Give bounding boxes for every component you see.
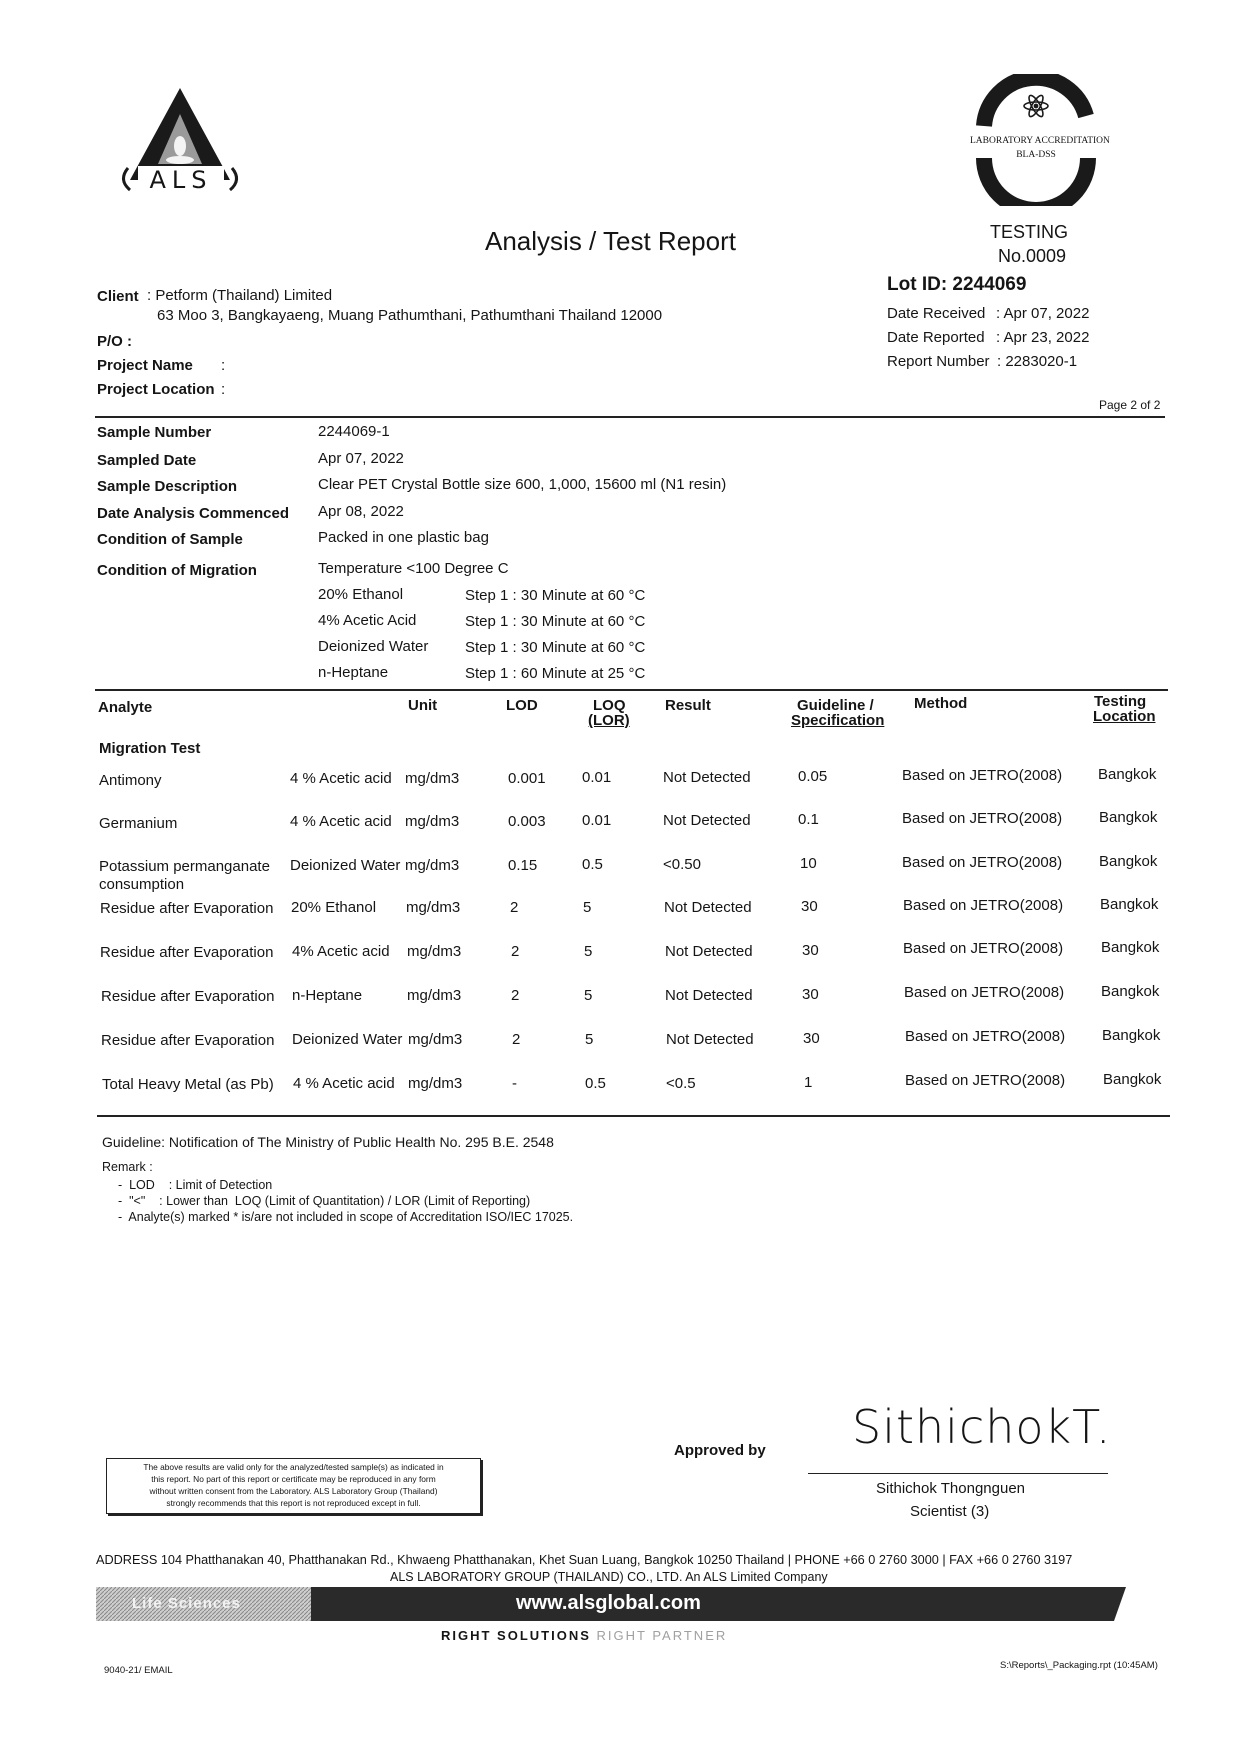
file-path: S:\Reports\_Packaging.rpt (10:45AM) [1000,1660,1158,1671]
migration-step: Step 1 : 30 Minute at 60 °C [465,639,646,656]
sample-description: Clear PET Crystal Bottle size 600, 1,000, 15600 ml (N1 resin) [318,476,727,493]
header-analyte: Analyte [98,699,153,716]
cell-location: Bangkok [1102,1027,1161,1044]
header-result: Result [665,697,711,714]
report-number: : 2283020-1 [997,353,1078,370]
cell-analyte: Antimony [99,772,162,789]
testing-label: TESTING [990,222,1069,242]
project-location-sep: : [221,381,226,398]
cell-unit: mg/dm3 [405,813,460,830]
cell-guideline: 0.1 [798,811,819,828]
header-testing: Testing [1094,693,1147,710]
testing-number: No.0009 [998,246,1067,266]
als-logo [118,84,248,196]
project-name-sep: : [221,357,226,374]
date-reported: : Apr 23, 2022 [996,329,1090,346]
cell-result: Not Detected [663,769,751,786]
cell-location: Bangkok [1099,853,1158,870]
approver-name: Sithichok Thongnguen [876,1480,1026,1497]
cell-loq: 0.01 [582,769,612,786]
cell-result: Not Detected [664,899,752,916]
cell-analyte: Potassium permanganate [99,858,270,875]
disclaimer-line: strongly recommends that this report is not reproduced except in full. [166,1498,421,1508]
header-lor: (LOR) [588,712,630,729]
cell-unit: mg/dm3 [405,770,460,787]
migration-step: Step 1 : 30 Minute at 60 °C [465,613,646,630]
page-number: Page 2 of 2 [1099,398,1161,412]
cell-guideline: 30 [803,1030,820,1047]
cell-result: Not Detected [663,812,751,829]
sampled-date-label: Sampled Date [97,452,197,469]
migration-simulant: Deionized Water [318,638,429,655]
date-received: : Apr 07, 2022 [996,305,1090,322]
migration-label: Condition of Migration [97,562,257,579]
header-lod: LOD [506,697,538,714]
cell-lod: 0.15 [508,857,538,874]
cell-simulant: 20% Ethanol [291,899,377,916]
remark-line: - LOD : Limit of Detection [118,1178,273,1192]
cell-loq: 0.01 [582,812,612,829]
cell-method: Based on JETRO(2008) [905,1072,1066,1089]
cell-guideline: 30 [802,942,819,959]
divider-table-top [95,689,1168,691]
logo-text: ALS [138,166,224,194]
cell-lod: 2 [512,1031,521,1048]
cell-location: Bangkok [1101,983,1160,1000]
cell-simulant: 4% Acetic acid [292,943,390,960]
cell-guideline: 10 [800,855,817,872]
cell-lod: - [512,1075,517,1092]
disclaimer-box [106,1458,481,1514]
cell-unit: mg/dm3 [407,943,462,960]
lot-id: Lot ID: 2244069 [887,274,1027,295]
banner-website[interactable]: www.alsglobal.com [516,1592,701,1614]
divider-table-bottom [97,1115,1170,1117]
header-specification: Specification [791,712,885,729]
cell-loq: 5 [583,899,592,916]
cell-method: Based on JETRO(2008) [902,767,1063,784]
cell-loq: 0.5 [582,856,603,873]
project-location-label: Project Location [97,381,215,398]
header-loq: LOQ [593,697,626,714]
cell-guideline: 30 [802,986,819,1003]
cell-location: Bangkok [1103,1071,1162,1088]
form-code: 9040-21/ EMAIL [104,1665,173,1676]
slogan-bold: RIGHT SOLUTIONS [441,1628,591,1643]
cell-guideline: 1 [804,1074,813,1091]
accreditation-seal [970,74,1110,206]
report-title: Analysis / Test Report [485,226,736,256]
cell-analyte: Residue after Evaporation [101,1032,275,1049]
header-unit: Unit [408,697,438,714]
cell-lod: 0.003 [508,813,546,830]
disclaimer-line: this report. No part of this report or certificate may be reproduced in any form [151,1474,436,1484]
analysis-commenced-label: Date Analysis Commenced [97,505,290,522]
remark-line: - "<" : Lower than LOQ (Limit of Quantitation) / LOR (Limit of Reporting) [118,1194,531,1208]
cell-analyte: Residue after Evaporation [100,900,274,917]
slogan-light: RIGHT PARTNER [596,1628,728,1643]
cell-simulant: n-Heptane [292,987,363,1004]
migration-simulant: n-Heptane [318,664,389,681]
slogan [441,1628,727,1643]
section-migration-test: Migration Test [99,740,201,757]
migration-simulant: 4% Acetic Acid [318,612,417,629]
footer-banner [96,1587,1126,1621]
cell-location: Bangkok [1099,809,1158,826]
cell-simulant: 4 % Acetic acid [290,770,392,787]
cell-simulant: 4 % Acetic acid [293,1075,395,1092]
cell-unit: mg/dm3 [406,899,461,916]
header-guideline: Guideline / [797,697,874,714]
cell-method: Based on JETRO(2008) [902,810,1063,827]
signature-line [808,1473,1108,1474]
report-number-label: Report Number [887,353,990,370]
cell-result: <0.5 [666,1075,696,1092]
client-label: Client [97,288,139,305]
sample-description-label: Sample Description [97,478,238,495]
cell-simulant: 4 % Acetic acid [290,813,392,830]
approver-title: Scientist (3) [910,1503,990,1520]
cell-result: Not Detected [665,943,753,960]
disclaimer-line: without written consent from the Laboratory. ALS Laboratory Group (Thailand) [149,1486,438,1496]
header-method: Method [914,695,968,712]
remark-line: - Analyte(s) marked * is/are not included in scope of Accreditation ISO/IEC 17025. [118,1210,574,1224]
cell-guideline: 0.05 [798,768,828,785]
po-label: P/O : [97,333,133,350]
cell-location: Bangkok [1100,896,1159,913]
migration-simulant: 20% Ethanol [318,586,404,603]
cell-simulant: Deionized Water [290,857,401,874]
cell-lod: 2 [511,943,520,960]
condition-value: Packed in one plastic bag [318,529,489,546]
sample-number: 2244069-1 [318,423,390,440]
cell-result: Not Detected [666,1031,754,1048]
cell-method: Based on JETRO(2008) [903,897,1064,914]
cell-method: Based on JETRO(2008) [905,1028,1066,1045]
cell-analyte-line2: consumption [99,876,185,893]
guideline-note: Guideline: Notification of The Ministry of Public Health No. 295 B.E. 2548 [102,1134,554,1150]
project-name-label: Project Name [97,357,193,374]
date-received-label: Date Received [887,305,986,322]
banner-life-sciences: Life Sciences [132,1595,241,1612]
divider-top [95,416,1165,418]
accreditation-text-2: BLA-DSS [1016,150,1056,160]
client-address: 63 Moo 3, Bangkayaeng, Muang Pathumthani, Pathumthani Thailand 12000 [157,307,663,324]
analysis-commenced: Apr 08, 2022 [318,503,404,520]
condition-label: Condition of Sample [97,531,243,548]
cell-unit: mg/dm3 [405,857,460,874]
accreditation-text-1: LABORATORY ACCREDITATION [970,136,1110,146]
cell-unit: mg/dm3 [408,1031,463,1048]
sampled-date: Apr 07, 2022 [318,450,404,467]
cell-analyte: Residue after Evaporation [100,944,274,961]
cell-location: Bangkok [1098,766,1157,783]
cell-lod: 2 [511,987,520,1004]
cell-method: Based on JETRO(2008) [904,984,1065,1001]
approved-by-label: Approved by [674,1442,766,1459]
cell-unit: mg/dm3 [407,987,462,1004]
cell-analyte: Residue after Evaporation [101,988,275,1005]
sample-number-label: Sample Number [97,424,212,441]
remark-label: Remark : [102,1160,153,1174]
signature: SithichokT. [852,1400,1112,1454]
cell-result: Not Detected [665,987,753,1004]
cell-loq: 5 [585,1031,594,1048]
cell-lod: 0.001 [508,770,546,787]
date-reported-label: Date Reported [887,329,985,346]
cell-loq: 5 [584,943,593,960]
cell-location: Bangkok [1101,939,1160,956]
disclaimer-line: The above results are valid only for the analyzed/tested sample(s) as indicated in [143,1462,444,1472]
cell-loq: 0.5 [585,1075,606,1092]
cell-method: Based on JETRO(2008) [903,940,1064,957]
cell-lod: 2 [510,899,519,916]
cell-guideline: 30 [801,898,818,915]
footer-address: ADDRESS 104 Phatthanakan 40, Phatthanakan Rd., Khwaeng Phatthanakan, Khet Suan Luang, Bangkok 10250 Thailand | PHONE +66 0 2760 3000 | FAX +66 0 2760 3197 [96,1553,1073,1567]
cell-result: <0.50 [663,856,701,873]
migration-step: Step 1 : 60 Minute at 25 °C [465,665,646,682]
header-location: Location [1093,708,1156,725]
cell-analyte: Germanium [99,815,178,832]
cell-simulant: Deionized Water [292,1031,403,1048]
cell-loq: 5 [584,987,593,1004]
cell-analyte: Total Heavy Metal (as Pb) [102,1076,274,1093]
footer-company: ALS LABORATORY GROUP (THAILAND) CO., LTD. An ALS Limited Company [390,1570,828,1584]
cell-method: Based on JETRO(2008) [902,854,1063,871]
client-name: : Petform (Thailand) Limited [147,287,333,304]
cell-unit: mg/dm3 [408,1075,463,1092]
migration-temperature: Temperature <100 Degree C [318,560,509,577]
migration-step: Step 1 : 30 Minute at 60 °C [465,587,646,604]
